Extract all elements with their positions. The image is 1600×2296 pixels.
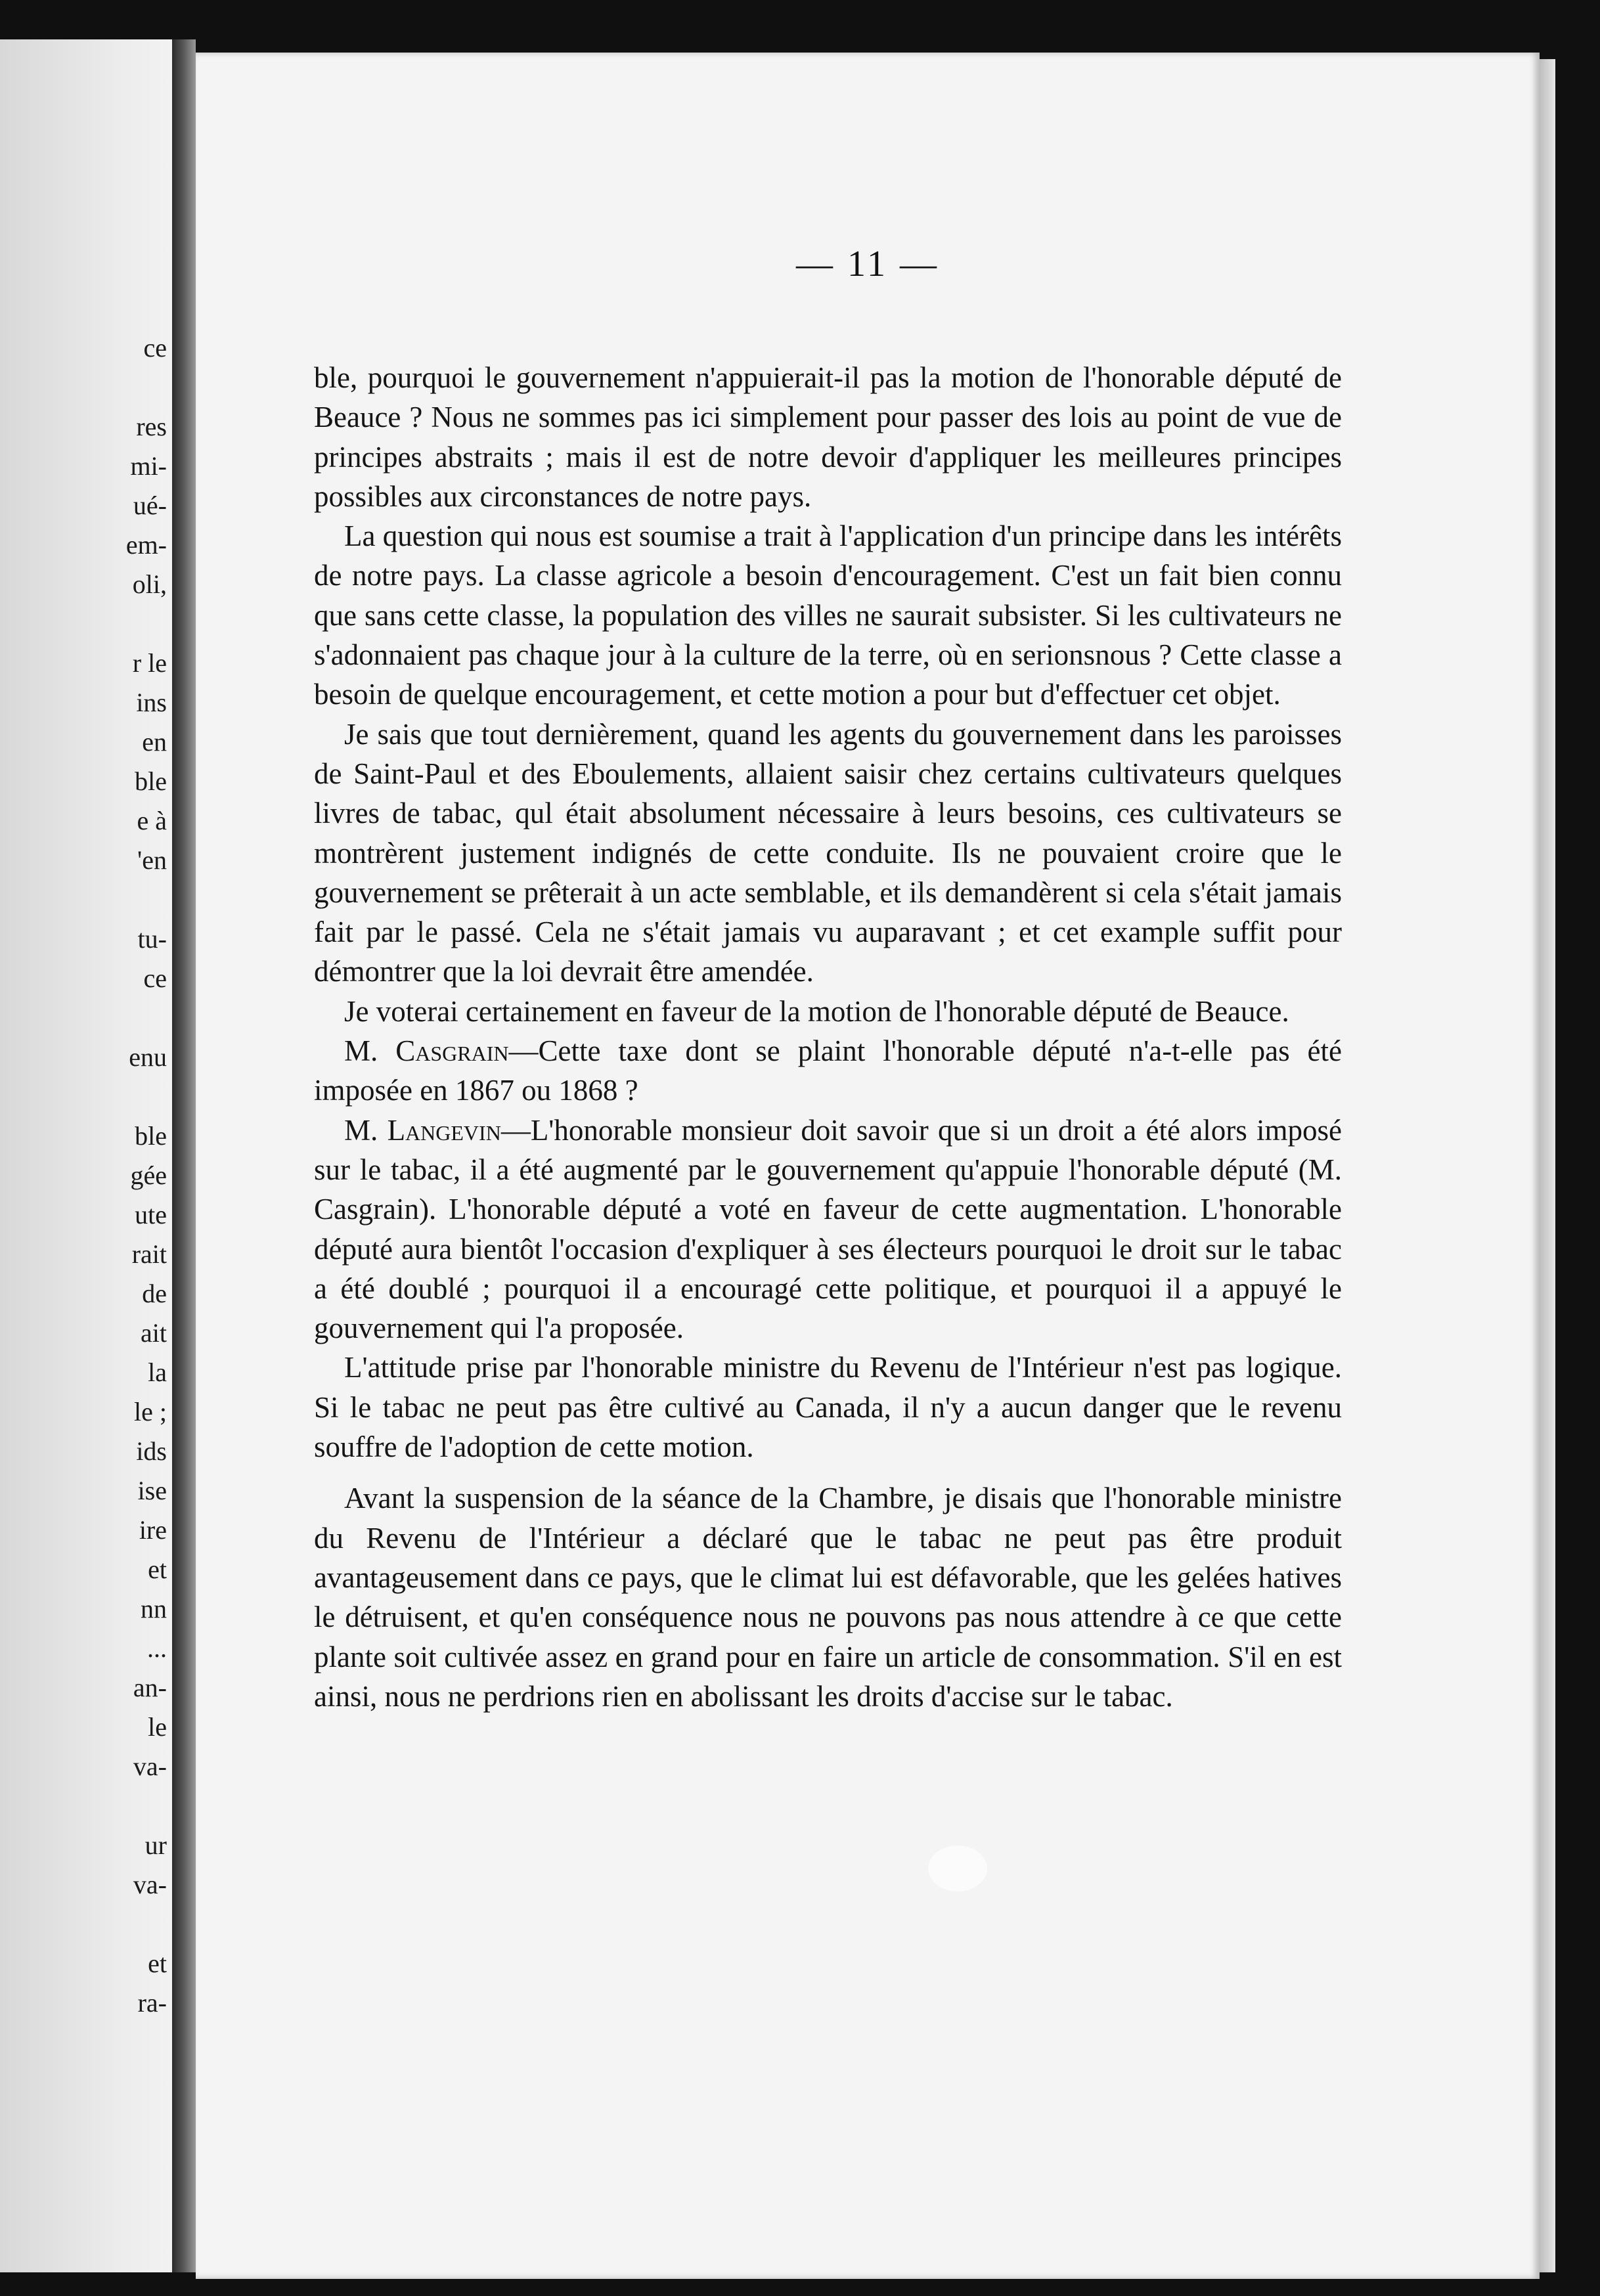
ink-blot xyxy=(928,1845,987,1891)
left-fragment-line: ce xyxy=(143,333,167,363)
left-fragment-line xyxy=(0,604,172,644)
left-page xyxy=(0,39,172,2272)
left-fragment-line: en xyxy=(142,727,167,757)
paragraph-text: Je voterai certainement en faveur de la motion de l'honorable député de Beauce. xyxy=(344,994,1289,1028)
left-fragment-line xyxy=(0,880,172,919)
left-fragment-line: ait xyxy=(141,1318,167,1348)
paragraph-text: —Cette taxe dont se plaint l'honorable député n'a-t-elle pas été imposée en 1867 ou 1868 ? xyxy=(314,1034,1342,1107)
left-fragment-line: ire xyxy=(139,1515,167,1545)
paragraph-text: La question qui nous est soumise a trait à l'application d'un principe dans les intérêts de notre pays. La classe agricole a besoin d'encouragement. C'est un fait bien connu que sans cette classe, la population des villes ne saurait subsister. Si les cultivateurs ne s'adonnaient pas chaque jour à la culture de la terre, où en serionsnous ? Cette classe a besoin de quelque encouragement, et cette motion a pour but d'effectuer cet objet. xyxy=(314,519,1342,711)
speaker-name: M. Casgrain xyxy=(344,1034,509,1068)
paragraph xyxy=(314,1478,1342,1716)
left-fragment-line: nn xyxy=(141,1594,167,1623)
right-page xyxy=(196,53,1540,2279)
left-fragment-line: rait xyxy=(131,1239,167,1269)
left-fragment-line: va- xyxy=(133,1752,167,1781)
left-fragment-line: ur xyxy=(144,1830,167,1860)
body-text xyxy=(314,358,1342,1716)
left-fragment-line: ra- xyxy=(137,1988,167,2018)
paragraph-text: ble, pourquoi le gouvernement n'appuierait-il pas la motion de l'honorable député de Beauce ? Nous ne sommes pas ici simplement pour passer des lois au point de vue de principes abstraits ; mais il est de notre devoir d'appliquer les meilleures principes possibles aux circonstances de notre pays. xyxy=(314,361,1342,513)
paragraph xyxy=(314,992,1342,1031)
left-fragment-line xyxy=(0,1786,172,1826)
left-fragment-line: oli, xyxy=(132,569,167,599)
left-fragment-line: tu- xyxy=(137,924,167,954)
left-fragment-line: et xyxy=(148,1555,167,1584)
left-fragment-line: la xyxy=(148,1358,167,1387)
page-edge xyxy=(1540,59,1555,2272)
left-fragment-line: ce xyxy=(143,963,167,993)
left-fragment-line: res xyxy=(136,412,167,441)
paragraph-text: Avant la suspension de la séance de la Chambre, je disais que l'honorable ministre du Revenu de l'Intérieur a déclaré que le tabac ne peut pas être produit avantageusement dans ce pays, que le climat lui est défavorable, que les gelées hatives le détruisent, et qu'en conséquence nous ne pouvons pas nous attendre à ce que cette plante soit cultivée assez en grand pour en faire un article de consommation. S'il en est ainsi, nous ne perdrions rien en abolissant les droits d'accise sur le tabac. xyxy=(314,1482,1342,1713)
left-fragment-line xyxy=(0,368,172,407)
left-fragment-line: le ; xyxy=(134,1397,167,1426)
left-fragment-line: ué- xyxy=(133,491,167,520)
left-fragment-line: ble xyxy=(135,766,167,796)
left-fragment-line: e à xyxy=(137,806,167,835)
left-fragment-line: mi- xyxy=(130,451,167,481)
left-fragment-line: ... xyxy=(147,1633,167,1663)
left-fragment-line: r le xyxy=(132,648,167,678)
left-fragment-line: enu xyxy=(129,1042,167,1072)
left-fragment-line xyxy=(0,998,172,1038)
left-fragment-line: gée xyxy=(130,1160,167,1190)
left-fragment-line: ble xyxy=(135,1121,167,1151)
page-number: — 11 — xyxy=(796,244,939,284)
left-fragment-line: de xyxy=(142,1279,167,1308)
left-page-fragments xyxy=(0,328,172,2023)
left-fragment-line: an- xyxy=(133,1673,167,1702)
left-fragment-line: et xyxy=(148,1949,167,1978)
paragraph-text: L'attitude prise par l'honorable ministre du Revenu de l'Intérieur n'est pas logique. Si le tabac ne peut pas être cultivé au Canada, il n'y a aucun danger que le revenu souffre de l'adoption de cette motion. xyxy=(314,1351,1342,1464)
left-fragment-line xyxy=(0,1905,172,1944)
left-fragment-line xyxy=(0,1077,172,1116)
speaker-name: M. Langevin xyxy=(344,1113,501,1147)
left-fragment-line: ute xyxy=(135,1200,167,1229)
book-gutter xyxy=(172,39,196,2272)
paragraph xyxy=(314,1111,1342,1348)
left-fragment-line: ins xyxy=(136,688,167,717)
left-fragment-line: em- xyxy=(125,530,167,560)
paragraph xyxy=(314,516,1342,714)
paragraph-text: Je sais que tout dernièrement, quand les agents du gouvernement dans les paroisses de Saint-Paul et des Eboulements, allaient saisir chez certains cultivateurs quelques livres de tabac, qul était absolument nécessaire à leurs besoins, ces cultivateurs se montrèrent justement indignés de cette conduite. Ils ne pouvaient croire que le gouvernement se prêterait à un acte semblable, et ils demandèrent si cela s'était jamais fait par le passé. Cela ne s'était jamais vu auparavant ; et cet example suffit pour démontrer que la loi devrait être amendée. xyxy=(314,717,1342,988)
left-fragment-line: 'en xyxy=(137,845,167,875)
left-fragment-line: ise xyxy=(137,1476,167,1505)
left-fragment-line: le xyxy=(148,1712,167,1742)
paragraph xyxy=(314,1348,1342,1467)
left-fragment-line: ids xyxy=(136,1436,167,1466)
paragraph-text: —L'honorable monsieur doit savoir que si un droit a été alors imposé sur le tabac, il a été augmenté par le gouvernement qu'appuie l'honorable député (M. Casgrain). L'honorable député a voté en faveur de cette augmentation. L'honorable député aura bientôt l'occasion d'expliquer à ses électeurs pourquoi le droit sur le tabac a été doublé ; pourquoi il a encouragé cette politique, et pourquoi il a appuyé le gouvernement qui l'a proposée. xyxy=(314,1113,1342,1345)
left-fragment-line: va- xyxy=(133,1870,167,1899)
paragraph xyxy=(314,358,1342,516)
paragraph xyxy=(314,1031,1342,1111)
paragraph xyxy=(314,715,1342,992)
